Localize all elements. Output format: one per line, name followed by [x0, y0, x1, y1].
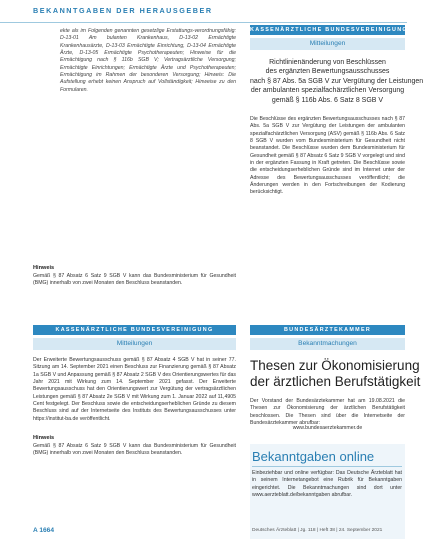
notice-title-line: des ergänzten Bewertungsausschusses: [265, 68, 390, 76]
thesen-title: [250, 358, 421, 390]
kbv-band: KASSENÄRZTLICHE BUNDESVEREINIGUNG: [250, 27, 408, 33]
thesen-title-line: Thesen zur Ökonomisierung: [250, 358, 420, 373]
online-notice-rule: [252, 466, 402, 467]
notice-body: Die Beschlüsse des ergänzten Bewertungsausschusses nach § 87 Abs. 5a SGB V zur Vergütung der Leistungen der ambulanten spezialfachärztlichen Versorgung (ASV) gemäß § 116b Abs. 6 Satz 8 SGB V wurden vom Bundesministerium für Gesundheit nicht beanstandet. Die Beschlüsse wurden dem Bundesministerium für Gesundheit gemäß § 87 Absatz 6 Satz 9 SGB V vorgelegt und sind in der ergänzten Fassung in Kraft getreten. Die Beschlüsse sowie die entscheidungserheblichen Gründe sind im Internet unter der Adresse des Bewertungsausschusses veröffentlicht; die Änderungen werden in den Fortschreibungen der Kodierung berücksichtigt.: [250, 116, 405, 196]
thesen-body: Der Vorstand der Bundesärztekammer hat am 19.08.2021 die Thesen zur Ökonomisierung der ärztlichen Berufstätigkeit beschlossen. Die Thesen sind über die Internetseite der Bundesärztekammer abrufbar:: [250, 398, 405, 427]
header-rule: [0, 22, 407, 23]
continuation-text: ekte als im Folgenden genannten gesetzlige Erstattungs-verordnungsfähig: D-13-01 Am bulanten Krankenhaus, D-13-02 Ermächtigte Krankenhausärzte, D-13-03 Ermächtigte Einrichtung, D-13-04 Ermächtigte Ärzte, D-13-05 Ermächtigte Psychotherapeuten; Hinweise für die Ermächtigung nach § 116b SGB V; Vertragsärztliche Versorgung; Ermächtigte Einrichtungen; Ermächtigte Ärzte und Psychotherapeuten; Ermächtigung im Rahmen der besonderen Versorgung; Hinweis: Die Aufstellung erhebt keinen Anspruch auf Vollständigkeit; Hinweise zu den Formularen.: [60, 28, 236, 93]
notice-title-line: nach § 87 Abs. 5a SGB V zur Vergütung der Leistungen: [250, 77, 423, 85]
baek-band: BUNDESÄRZTEKAMMER: [250, 325, 405, 335]
online-notice-text: Einbeziehbar und online verfügbar: Das Deutsche Ärzteblatt hat in seinem Internetangebot eine Rubrik für Bekanntgaben eingerichtet. Die Bekanntmachungen sind dort unter www.aerzteblatt.de/bekanntgaben abrufbar.: [252, 470, 402, 499]
online-notice-title: Bekanntgaben online: [252, 449, 375, 464]
hinweis-heading-lower: Hinweis: [33, 435, 55, 441]
hinweis-text: Gemäß § 87 Absatz 6 Satz 9 SGB V kann das Bundesministerium für Gesundheit (BMG) innerhalb von zwei Monaten den Beschluss beanstanden.: [33, 273, 236, 287]
hinweis-text-lower: Gemäß § 87 Absatz 6 Satz 9 SGB V kann das Bundesministerium für Gesundheit (BMG) innerhalb von zwei Monaten den Beschluss beanstanden.: [33, 443, 236, 457]
hinweis-heading: Hinweis: [33, 265, 55, 271]
thesen-title-line: der ärztlichen Berufstätigkeit: [250, 373, 421, 389]
notice-title: [250, 58, 423, 105]
mitteilungen-header-lower: Mitteilungen: [33, 338, 236, 350]
notice-title-line: gemäß § 116b Abs. 6 Satz 8 SGB V: [271, 96, 384, 104]
bekanntmachungen-header: Bekanntmachungen: [250, 338, 405, 350]
page-number: A 1664: [33, 527, 55, 534]
section-label: BEKANNTGABEN DER HERAUSGEBER: [33, 6, 213, 15]
journal-reference: Deutsches Ärzteblatt | Jg. 118 | Heft 38 | 24. September 2021: [252, 528, 383, 533]
notice-title-line: Richtlinienänderung von Beschlüssen: [269, 59, 386, 66]
mitteilungen-header: Mitteilungen: [250, 38, 405, 50]
kbv-band-lower: KASSENÄRZTLICHE BUNDESVEREINIGUNG: [33, 325, 236, 335]
baek-link[interactable]: www.bundesaerztekammer.de: [292, 425, 363, 431]
orientierungswert-text: Der Erweiterte Bewertungsausschuss gemäß § 87 Absatz 4 SGB V hat in seiner 77. Sitzung am 14. September 2021 einen Beschluss zur Finanzierung gemäß § 87 Absatz 1a SGB V und Anpassung gemäß § 87 Absatz 2 SGB V des Orientierungswertes für das Jahr 2021 mit Wirkung zum 14. September 2021 gefasst. Der Erweiterte Bewertungsausschuss hat den Orientierungswert zur Vergütung der vertragsärztlichen Leistungen gemäß § 87 Absatz 2e SGB V mit Wirkung zum 1. Januar 2022 auf 11,4905 Cent festgelegt. Der Beschluss sowie die entscheidungserheblichen Gründe zu diesem Beschluss sind auf der Internetseite des Instituts des Bewertungsausschusses unter https://institut-ba.de veröffentlicht.: [33, 357, 237, 422]
notice-title-line: der ambulanten spezialfachärztlichen Versorgung: [250, 87, 405, 95]
